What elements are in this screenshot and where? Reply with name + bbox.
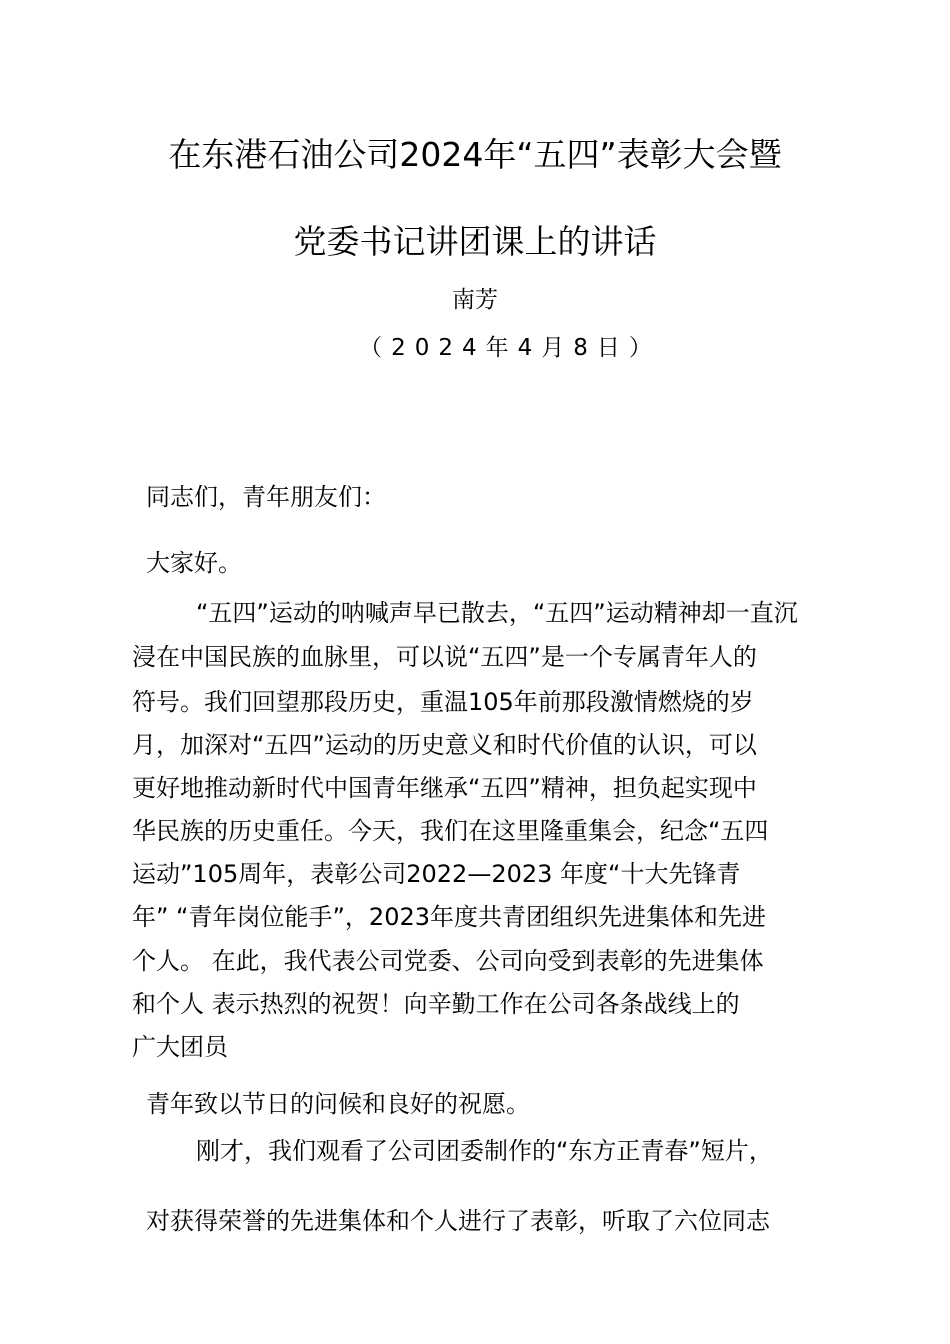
paragraph2-line: 对获得荣誉的先进集体和个人进行了表彰，听取了六位同志: [146, 1207, 770, 1235]
author-name: 南芳: [452, 287, 498, 313]
paragraph1-line: 更好地推动新时代中国青年继承“五四”精神，担负起实现中: [132, 774, 757, 802]
paragraph1-line: 和个人 表示热烈的祝贺！向辛勤工作在公司各条战线上的: [132, 990, 740, 1018]
paragraph1-line: 浸在中国民族的血脉里，可以说“五四”是一个专属青年人的: [132, 643, 757, 671]
document-title-line2: 党委书记讲团课上的讲话: [293, 222, 657, 261]
greeting: 大家好。: [146, 549, 242, 577]
paragraph1-line: 运动”105周年，表彰公司2022—2023 年度“十大先锋青: [132, 860, 741, 888]
document-title-line1: 在东港石油公司2024年“五四”表彰大会暨: [168, 135, 782, 174]
paragraph1-tail: 青年致以节日的问候和良好的祝愿。: [146, 1090, 530, 1118]
paragraph1-line: 符号。我们回望那段历史，重温105年前那段激情燃烧的岁: [132, 688, 754, 716]
paragraph1-line: 年” “青年岗位能手”，2023年度共青团组织先进集体和先进: [132, 903, 767, 931]
speech-date: （2024年4月8日）: [359, 335, 661, 361]
salutation: 同志们，青年朋友们：: [146, 483, 386, 511]
paragraph1-line: 个人。 在此，我代表公司党委、公司向受到表彰的先进集体: [132, 947, 764, 975]
paragraph1-line: 月，加深对“五四”运动的历史意义和时代价值的认识，可以: [132, 731, 757, 759]
paragraph1-line: 华民族的历史重任。今天，我们在这里隆重集会，纪念“五四: [132, 817, 769, 845]
paragraph1-line: “五四”运动的呐喊声早已散去，“五四”运动精神却一直沉: [196, 599, 798, 627]
paragraph2-line: 刚才，我们观看了公司团委制作的“东方正青春”短片，: [196, 1137, 773, 1165]
paragraph1-line: 广大团员: [132, 1033, 228, 1061]
